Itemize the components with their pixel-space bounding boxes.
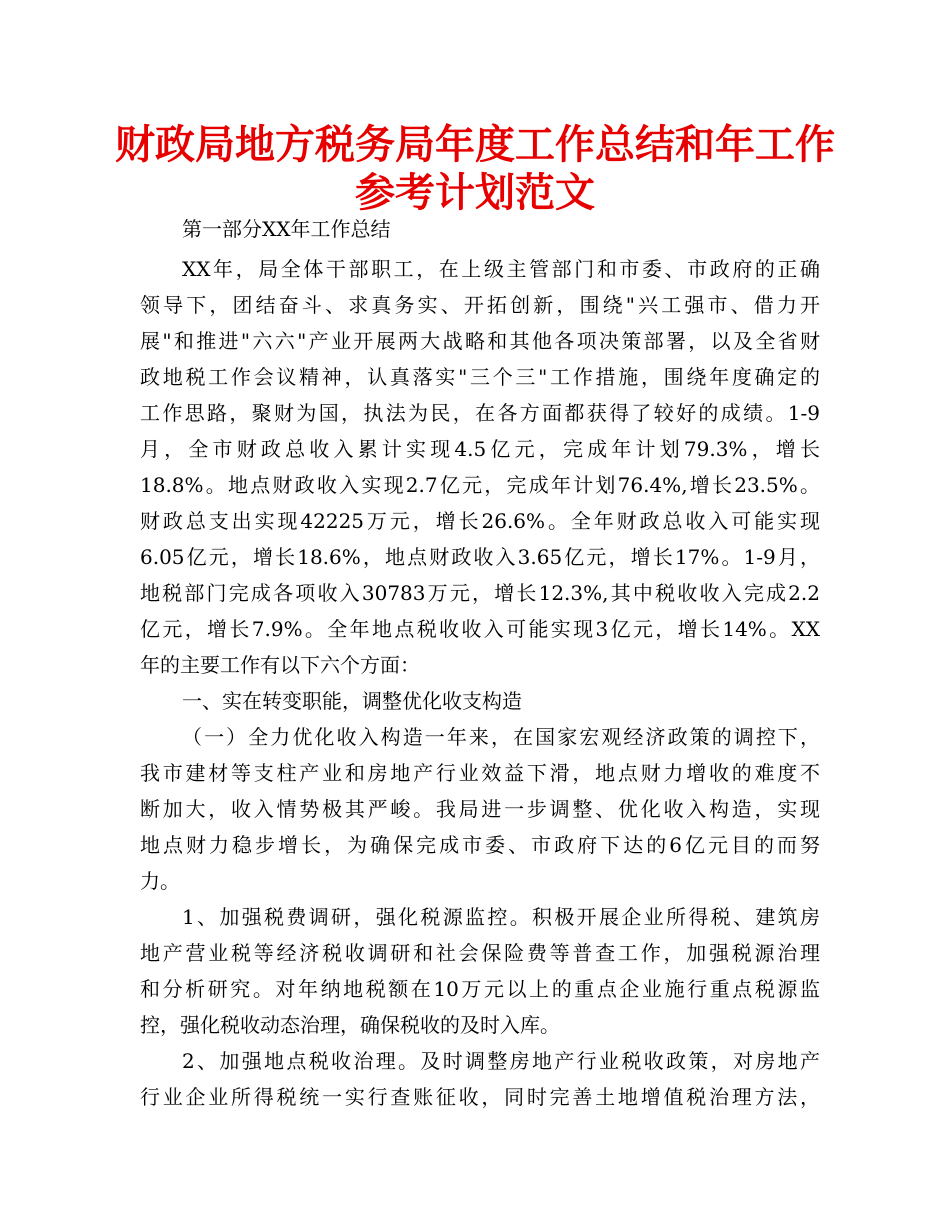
- paragraph-line: 地税部门完成各项收入30783万元，增长12.3%,其中税收收入完成2.2: [140, 581, 820, 605]
- paragraph-line: 工作思路，聚财为国，执法为民，在各方面都获得了较好的成绩。1-9: [140, 401, 820, 425]
- paragraph-line: 断加大，收入情势极其严峻。我局进一步调整、优化收入构造，实现: [140, 797, 820, 821]
- paragraph-line: 力。: [140, 869, 180, 893]
- document-title-line-1: 财政局地方税务局年度工作总结和年工作: [115, 122, 835, 168]
- paragraph-line: 展"和推进"六六"产业开展两大战略和其他各项决策部署，以及全省财: [140, 329, 820, 353]
- paragraph-line: 和分析研究。对年纳地税额在10万元以上的重点企业施行重点税源监: [140, 977, 820, 1001]
- paragraph-line: 我市建材等支柱产业和房地产行业效益下滑，地点财力增收的难度不: [140, 761, 820, 785]
- paragraph-line: 领导下，团结奋斗、求真务实、开拓创新，围绕"兴工强市、借力开: [140, 293, 820, 317]
- section-heading: 一、实在转变职能，调整优化收支构造: [182, 689, 522, 713]
- paragraph-line: 2、加强地点税收治理。及时调整房地产行业税收政策，对房地产: [182, 1049, 820, 1073]
- document-title-line-2: 参考计划范文: [355, 170, 595, 216]
- paragraph-line: 地点财力稳步增长，为确保完成市委、市政府下达的6亿元目的而努: [140, 833, 820, 857]
- paragraph-line: 月，全市财政总收入累计实现4.5亿元，完成年计划79.3%，增长: [140, 437, 820, 461]
- paragraph-line: 控，强化税收动态治理，确保税收的及时入库。: [140, 1013, 560, 1037]
- paragraph-line: 6.05亿元，增长18.6%，地点财政收入3.65亿元，增长17%。1-9月，: [140, 545, 820, 569]
- paragraph-line: 亿元，增长7.9%。全年地点税收收入可能实现3亿元，增长14%。XX: [140, 617, 820, 641]
- paragraph-line: XX年，局全体干部职工，在上级主管部门和市委、市政府的正确: [182, 257, 820, 281]
- paragraph-line: 1、加强税费调研，强化税源监控。积极开展企业所得税、建筑房: [182, 905, 820, 929]
- section-heading: 第一部分XX年工作总结: [182, 217, 391, 241]
- paragraph-line: 政地税工作会议精神，认真落实"三个三"工作措施，围绕年度确定的: [140, 365, 820, 389]
- paragraph-line: 行业企业所得税统一实行查账征收，同时完善土地增值税治理方法，: [140, 1085, 820, 1109]
- paragraph-line: 财政总支出实现42225万元，增长26.6%。全年财政总收入可能实现: [140, 509, 820, 533]
- paragraph-line: 地产营业税等经济税收调研和社会保险费等普查工作，加强税源治理: [140, 941, 820, 965]
- paragraph-line: （一）全力优化收入构造一年来，在国家宏观经济政策的调控下，: [182, 725, 820, 749]
- paragraph-line: 年的主要工作有以下六个方面：: [140, 653, 420, 677]
- paragraph-line: 18.8%。地点财政收入实现2.7亿元，完成年计划76.4%,增长23.5%。: [140, 473, 820, 497]
